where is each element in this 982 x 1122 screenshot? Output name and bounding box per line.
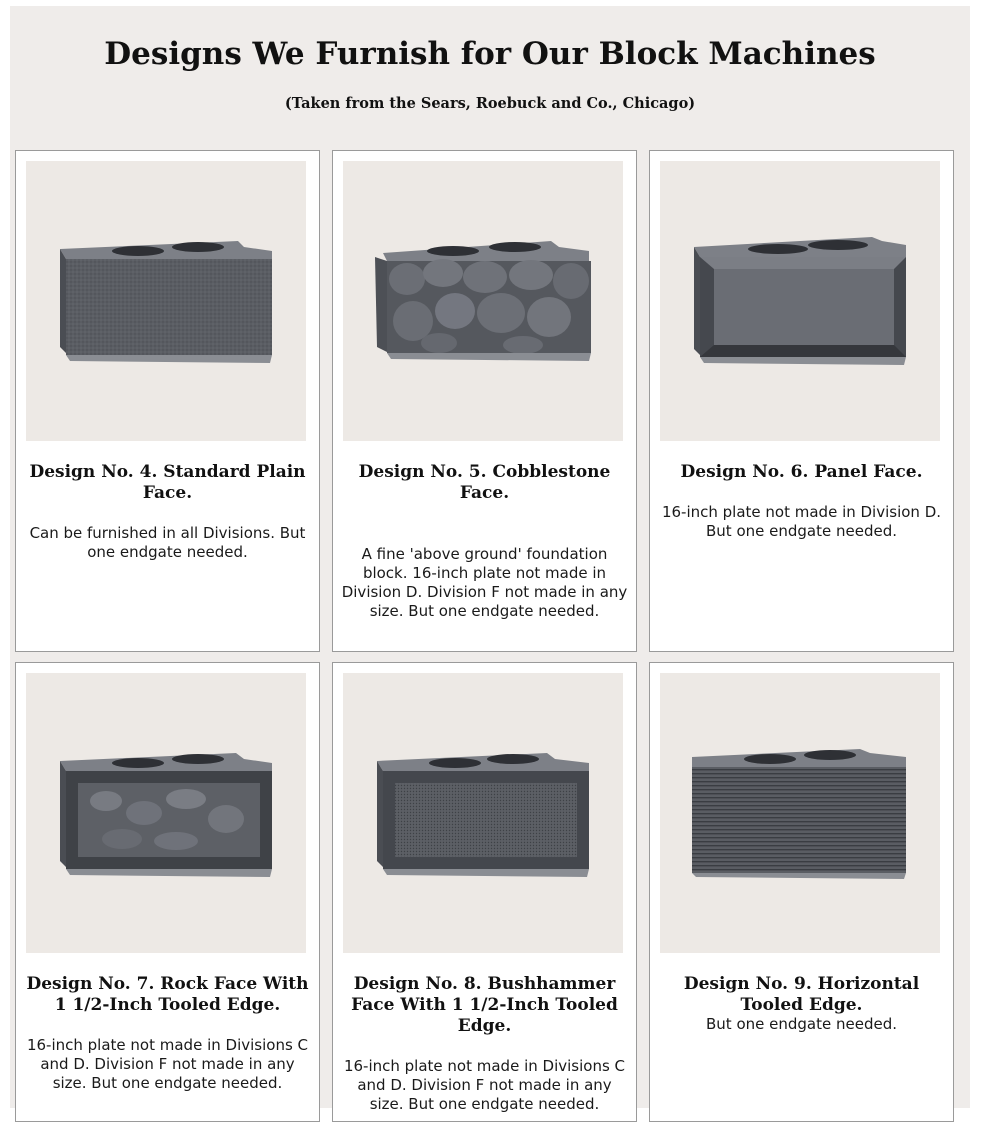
design-title: Design No. 6. Panel Face. xyxy=(680,462,923,482)
design-card-8 xyxy=(332,662,637,1122)
design-card-4 xyxy=(15,150,320,652)
design-description: 16-inch plate not made in Division D. But one endgate needed. xyxy=(661,503,942,540)
cobblestone-face-block-image xyxy=(343,161,623,441)
page-subtitle: (Taken from the Sears, Roebuck and Co., Chicago) xyxy=(284,95,696,112)
design-title: Design No. 4. Standard Plain Face. xyxy=(29,462,306,503)
design-description: A fine 'above ground' foundation block. 16-inch plate not made in Division D. Division F not made in any size. But one endgate needed. xyxy=(341,545,628,620)
rock-face-block-image xyxy=(26,673,306,953)
design-card-9 xyxy=(649,662,954,1122)
plain-face-block-image xyxy=(26,161,306,441)
design-card-7 xyxy=(15,662,320,1122)
page-container xyxy=(10,6,970,1113)
design-description: 16-inch plate not made in Divisions C and D. Division F not made in any size. But one endgate needed. xyxy=(26,1036,309,1092)
design-description: Can be furnished in all Divisions. But one endgate needed. xyxy=(29,524,306,561)
design-card-5 xyxy=(332,150,637,652)
page-title: Designs We Furnish for Our Block Machines xyxy=(104,36,876,72)
design-title: Design No. 7. Rock Face With 1 1/2-Inch Tooled Edge. xyxy=(26,974,309,1015)
design-title: Design No. 5. Cobblestone Face. xyxy=(358,462,611,503)
design-description: But one endgate needed. xyxy=(706,1015,897,1033)
design-title: Design No. 9. Horizontal Tooled Edge. xyxy=(683,974,920,1015)
bushhammer-face-block-image xyxy=(343,673,623,953)
horizontal-tooled-block-image xyxy=(660,673,940,953)
design-card-6 xyxy=(649,150,954,652)
design-description: 16-inch plate not made in Divisions C and D. Division F not made in any size. But one endgate needed. xyxy=(343,1057,626,1113)
panel-face-block-image xyxy=(660,161,940,441)
design-title: Design No. 8. Bushhammer Face With 1 1/2-Inch Tooled Edge. xyxy=(351,974,618,1036)
